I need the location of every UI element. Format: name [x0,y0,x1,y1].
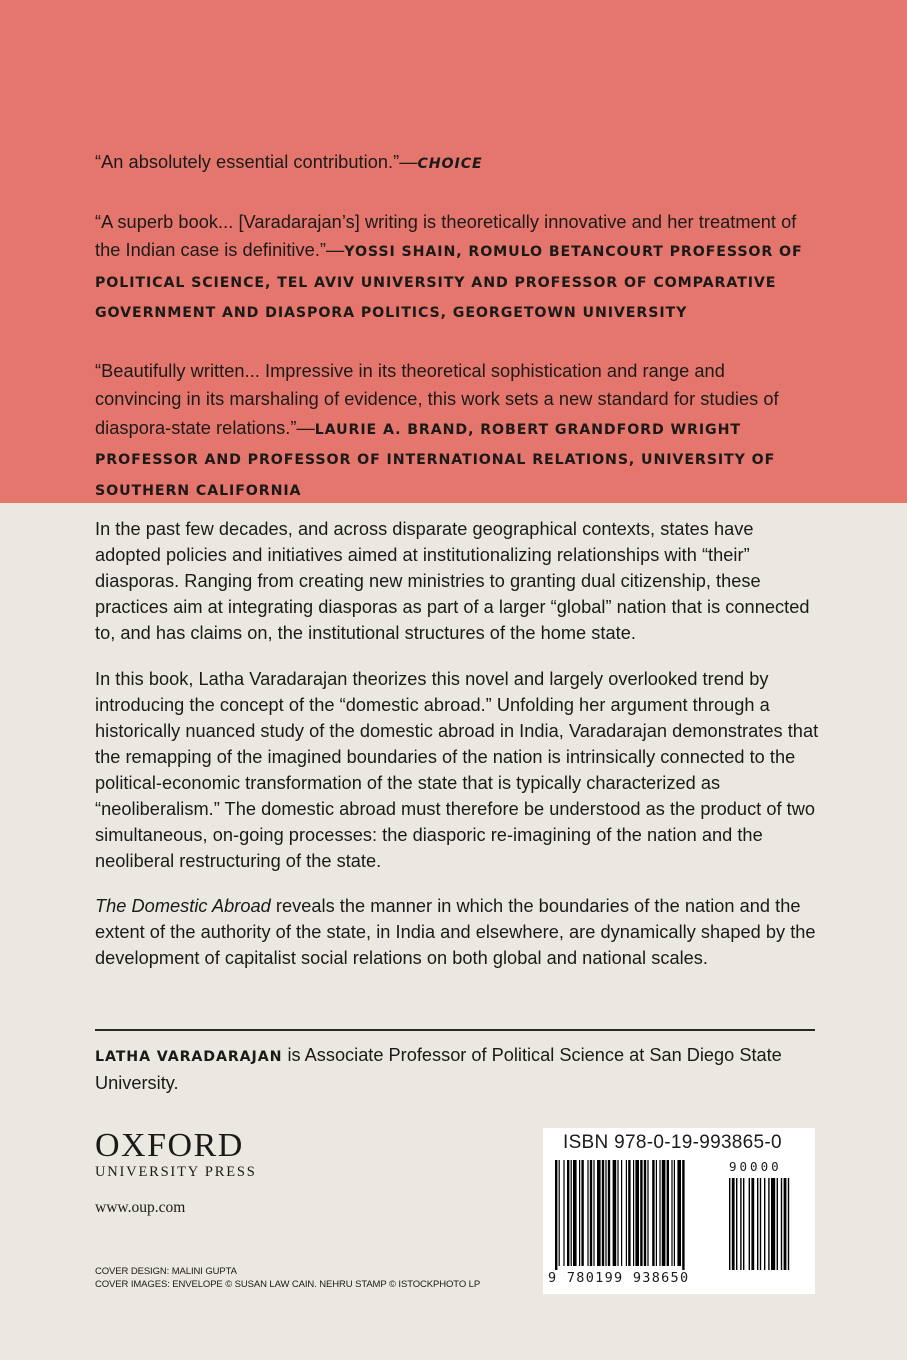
barcode-addon-bar [788,1178,789,1270]
barcode-icon [555,1160,807,1272]
barcode-addon-bar [732,1178,735,1270]
barcode-addon-bar [771,1178,775,1270]
barcode-bar [608,1160,610,1266]
barcode-addon-bar [757,1178,758,1270]
barcode-bar [682,1160,684,1270]
barcode-addon-bar [743,1178,744,1270]
barcode-bar [647,1160,648,1266]
barcode-bar [602,1160,604,1266]
barcode-bar [640,1160,642,1266]
barcode-bar [626,1160,627,1266]
barcode-bar [555,1160,557,1270]
praise-quotes [95,148,815,534]
barcode-bar [597,1160,601,1266]
barcode-bar [617,1160,618,1266]
barcode-bar [659,1160,660,1266]
quote-text: “Beautifully written... Impressive in its theoretical sophistication and range and convincing in its marshaling of evidence, this work sets a new standard for studies of diaspora-state relations.”— [95,360,779,438]
description-paragraph-1: In the past few decades, and across disparate geographical contexts, states have adopted policies and initiatives aimed at institutionalizing relationships with “their” diasporas. Ranging from creating new ministries to granting dual citizenship, these practices aim at integrating diasporas as part of a larger “global” nation that is connected to, and has claims on, the institutional structures of the home state. [95,519,810,643]
barcode-addon-bar [760,1178,761,1270]
barcode-bar [563,1160,564,1266]
praise-quote-2 [95,208,815,328]
barcode-addon-bar [740,1178,741,1270]
quote-source: CHOICE [417,156,483,172]
description-paragraph-3-text: reveals the manner in which the boundaries of the nation and the extent of the authority of the state, in India and elsewhere, are dynamically shaped by the development of capitalist social relations on both global and national scales. [95,896,816,968]
barcode-bar [644,1160,646,1266]
quote-source: LAURIE A. BRAND, ROBERT GRANDFORD WRIGHT PROFESSOR AND PROFESSOR OF INTERNATIONAL RELATIONS, UNIVERSITY OF SOUTHERN CALIFORNIA [95,421,776,499]
quote-text: “An absolutely essential contribution.”— [95,152,418,172]
barcode-addon-bar [768,1178,769,1270]
barcode-bar [674,1160,675,1266]
cover-design-credit: COVER DESIGN: MALINI GUPTA [95,1266,237,1277]
description-paragraph-3 [95,893,820,971]
barcode-addon-bar [751,1178,754,1270]
barcode-bar [633,1160,634,1266]
author-bio [95,1042,820,1096]
cover-images-credit: COVER IMAGES: ENVELOPE © SUSAN LAW CAIN. NEHRU STAMP © ISTOCKPHOTO LP [95,1279,481,1290]
publisher-logo: OXFORD [95,1127,244,1164]
barcode-panel [543,1128,815,1294]
barcode-addon-bar [784,1178,787,1270]
quote-text: “A superb book... [Varadarajan’s] writing is theoretically innovative and her treatment of the Indian case is definitive.”— [95,211,797,260]
barcode-bar [581,1160,583,1266]
book-title: The Domestic Abroad [95,896,271,916]
barcode-addon-bar [764,1178,765,1270]
author-name: LATHA VARADARAJAN [95,1049,283,1065]
barcode-addon-bar [729,1178,730,1270]
barcode-digits: 9 780199 938650 [548,1270,690,1286]
barcode-bar [667,1160,669,1266]
barcode-bar [662,1160,666,1266]
barcode-bar [567,1160,569,1266]
barcode-addon-bar [749,1178,750,1270]
barcode-bar [571,1160,572,1266]
barcode-bar [573,1160,577,1266]
barcode-bar [621,1160,622,1266]
publisher-subname: UNIVERSITY PRESS [95,1164,257,1180]
barcode-bar [559,1160,560,1266]
barcode-bar [656,1160,657,1266]
barcode-addon-bar [736,1178,737,1270]
barcode-bar [605,1160,606,1266]
barcode-bar [652,1160,654,1266]
author-bio-text: is Associate Professor of Political Science at San Diego State University. [95,1045,782,1093]
praise-quote-1 [95,148,815,179]
cover-credits [95,1265,480,1291]
price-code: 90000 [729,1159,782,1174]
quote-source: YOSSI SHAIN, ROMULO BETANCOURT PROFESSOR OF POLITICAL SCIENCE, TEL AVIV UNIVERSITY AND PROFESSOR OF COMPARATIVE GOVERNMENT AND DIASPORA POLITICS, GEORGETOWN UNIVERSITY [95,244,803,321]
barcode-bar [635,1160,639,1266]
barcode-addon-bar [781,1178,782,1270]
barcode-bar [579,1160,580,1266]
barcode-bar [593,1160,594,1266]
barcode-bar [677,1160,681,1266]
divider [95,1029,815,1031]
barcode-bar [590,1160,592,1266]
description-paragraph-2: In this book, Latha Varadarajan theorizes this novel and largely overlooked trend by introducing the concept of the “domestic abroad.” Unfolding her argument through a historically nuanced study of the domestic abroad in India, Varadarajan demonstrates that the remapping of the imagined boundaries of the nation is intrinsically connected to the political-economic transformation of the state that is typically characterized as “neoliberalism.” The domestic abroad must therefore be understood as the product of two simultaneous, on-going processes: the diasporic re-imagining of the nation and the neoliberal restructuring of the state. [95,668,819,871]
publisher-website[interactable]: www.oup.com [95,1199,186,1216]
barcode-bar [613,1160,617,1266]
isbn-label: ISBN 978-0-19-993865-0 [563,1132,782,1153]
barcode-bar [628,1160,630,1266]
praise-quote-3 [95,357,815,506]
barcode-bar [587,1160,588,1266]
barcode-bar [671,1160,672,1266]
book-description [95,516,820,991]
barcode-addon-bar [777,1178,778,1270]
